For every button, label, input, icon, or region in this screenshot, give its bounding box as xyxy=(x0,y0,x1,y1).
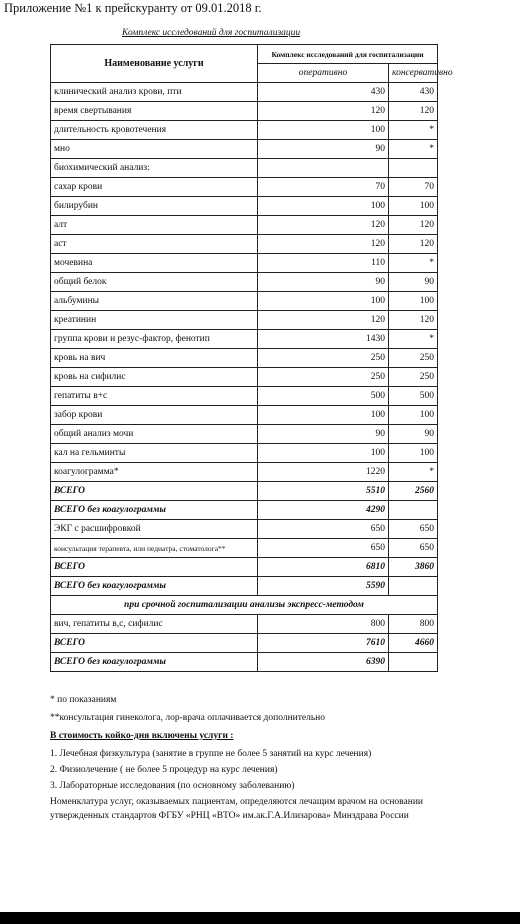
footnote-by-indication: * по показаниям xyxy=(50,695,117,705)
service-name: клинический анализ крови, пти xyxy=(51,83,258,102)
service-name: гепатиты в+с xyxy=(51,387,258,406)
total-label: ВСЕГО xyxy=(51,482,258,501)
footnote-consultation: **консультация гинеколога, лор-врача оплачивается дополнительно xyxy=(50,713,326,723)
price-operative: 800 xyxy=(258,615,389,634)
price-operative: 430 xyxy=(258,83,389,102)
price-conservative: 650 xyxy=(389,539,438,558)
service-name: мно xyxy=(51,140,258,159)
price-conservative: * xyxy=(389,254,438,273)
service-name: забор крови xyxy=(51,406,258,425)
price-conservative: 120 xyxy=(389,216,438,235)
table-row xyxy=(51,197,438,216)
service-name: длительность кровотечения xyxy=(51,121,258,140)
table-row xyxy=(51,311,438,330)
price-operative: 1430 xyxy=(258,330,389,349)
scan-bottom-edge xyxy=(0,912,520,924)
total-row xyxy=(51,501,438,520)
service-name: аст xyxy=(51,235,258,254)
price-conservative: * xyxy=(389,330,438,349)
total-operative: 7610 xyxy=(258,634,389,653)
price-operative: 120 xyxy=(258,235,389,254)
price-conservative: 100 xyxy=(389,197,438,216)
column-header-conservative: консервативно xyxy=(389,64,438,83)
table-row xyxy=(51,216,438,235)
price-operative: 650 xyxy=(258,539,389,558)
service-name: сахар крови xyxy=(51,178,258,197)
service-name: консультация терапевта, или педиатра, стоматолога** xyxy=(51,539,258,558)
included-services-title: В стоимость койко-дня включены услуги : xyxy=(50,731,234,741)
price-conservative: 70 xyxy=(389,178,438,197)
price-operative: 90 xyxy=(258,140,389,159)
total-label: ВСЕГО xyxy=(51,634,258,653)
table-row xyxy=(51,330,438,349)
service-name: общий анализ мочи xyxy=(51,425,258,444)
total-row xyxy=(51,558,438,577)
total-operative: 5510 xyxy=(258,482,389,501)
total-operative: 5590 xyxy=(258,577,389,596)
total-conservative: 3860 xyxy=(389,558,438,577)
price-conservative: 100 xyxy=(389,406,438,425)
price-conservative: 120 xyxy=(389,235,438,254)
service-name: креатинин xyxy=(51,311,258,330)
included-service-item: 3. Лабораторные исследования (по основному заболеванию) xyxy=(50,781,295,791)
table-row xyxy=(51,444,438,463)
total-row xyxy=(51,577,438,596)
price-conservative: 120 xyxy=(389,102,438,121)
total-row xyxy=(51,634,438,653)
price-operative: 100 xyxy=(258,121,389,140)
service-name: билирубин xyxy=(51,197,258,216)
price-operative: 250 xyxy=(258,368,389,387)
document-header: Приложение №1 к прейскуранту от 09.01.2018 г. xyxy=(4,1,262,15)
price-operative: 1220 xyxy=(258,463,389,482)
price-conservative: 100 xyxy=(389,292,438,311)
service-name: вич, гепатиты в,с, сифилис xyxy=(51,615,258,634)
price-conservative: * xyxy=(389,463,438,482)
price-operative: 500 xyxy=(258,387,389,406)
price-operative: 120 xyxy=(258,102,389,121)
price-conservative xyxy=(389,159,438,178)
price-conservative: 800 xyxy=(389,615,438,634)
service-name: альбумины xyxy=(51,292,258,311)
total-conservative xyxy=(389,577,438,596)
price-operative: 90 xyxy=(258,273,389,292)
total-row xyxy=(51,482,438,501)
price-conservative: * xyxy=(389,140,438,159)
total-conservative xyxy=(389,653,438,672)
table-row xyxy=(51,463,438,482)
table-row xyxy=(51,406,438,425)
service-name: мочевина xyxy=(51,254,258,273)
table-row xyxy=(51,121,438,140)
service-name: ЭКГ с расшифровкой xyxy=(51,520,258,539)
total-label: ВСЕГО без коагулограммы xyxy=(51,577,258,596)
total-conservative: 4660 xyxy=(389,634,438,653)
table-row xyxy=(51,615,438,634)
price-operative: 100 xyxy=(258,406,389,425)
total-row xyxy=(51,653,438,672)
service-name: группа крови и резус-фактор, фенотип xyxy=(51,330,258,349)
table-row xyxy=(51,159,438,178)
price-operative: 120 xyxy=(258,311,389,330)
price-conservative: 250 xyxy=(389,349,438,368)
table-row xyxy=(51,368,438,387)
column-header-operative: оперативно xyxy=(258,64,389,83)
section-heading: при срочной госпитализации анализы экспресс-методом xyxy=(51,596,438,615)
table-row xyxy=(51,254,438,273)
service-name: кровь на сифилис xyxy=(51,368,258,387)
service-name: коагулограмма* xyxy=(51,463,258,482)
table-row xyxy=(51,520,438,539)
total-operative: 6810 xyxy=(258,558,389,577)
price-conservative: * xyxy=(389,121,438,140)
column-header-complex: Комплекс исследований для госпитализации xyxy=(258,45,438,64)
service-name: общий белок xyxy=(51,273,258,292)
price-operative: 650 xyxy=(258,520,389,539)
service-name: биохимический анализ: xyxy=(51,159,258,178)
service-name: кал на гельминты xyxy=(51,444,258,463)
table-subtitle: Комплекс исследований для госпитализации xyxy=(122,28,301,38)
price-operative: 100 xyxy=(258,292,389,311)
table-row xyxy=(51,235,438,254)
price-operative: 120 xyxy=(258,216,389,235)
price-table xyxy=(50,44,453,672)
table-row xyxy=(51,425,438,444)
service-name: время свертывания xyxy=(51,102,258,121)
table-row xyxy=(51,178,438,197)
included-service-item: 2. Физиолечение ( не более 5 процедур на курс лечения) xyxy=(50,765,278,775)
table-row xyxy=(51,539,438,558)
included-service-item: 1. Лечебная физкультура (занятие в группе не более 5 занятий на курс лечения) xyxy=(50,749,372,759)
column-header-service: Наименование услуги xyxy=(51,45,258,83)
total-label: ВСЕГО без коагулограммы xyxy=(51,501,258,520)
notes-section xyxy=(50,693,470,823)
price-operative: 100 xyxy=(258,444,389,463)
price-conservative: 500 xyxy=(389,387,438,406)
total-label: ВСЕГО xyxy=(51,558,258,577)
price-operative: 250 xyxy=(258,349,389,368)
price-conservative: 120 xyxy=(389,311,438,330)
total-operative: 6390 xyxy=(258,653,389,672)
table-row xyxy=(51,273,438,292)
total-label: ВСЕГО без коагулограммы xyxy=(51,653,258,672)
table-row xyxy=(51,292,438,311)
price-operative xyxy=(258,159,389,178)
price-conservative: 250 xyxy=(389,368,438,387)
price-conservative: 650 xyxy=(389,520,438,539)
service-name: алт xyxy=(51,216,258,235)
total-conservative xyxy=(389,501,438,520)
price-conservative: 90 xyxy=(389,425,438,444)
price-operative: 100 xyxy=(258,197,389,216)
nomenclature-note: Номенклатура услуг, оказываемых пациентам, определяются лечащим врачом на основании утвержденных стандартов ФГБУ «РНЦ «ВТО» им.ак.Г.А.Илизарова» Минздрава России xyxy=(50,797,424,821)
price-operative: 90 xyxy=(258,425,389,444)
table-row xyxy=(51,102,438,121)
price-operative: 70 xyxy=(258,178,389,197)
total-operative: 4290 xyxy=(258,501,389,520)
table-row xyxy=(51,83,438,102)
price-conservative: 100 xyxy=(389,444,438,463)
price-conservative: 430 xyxy=(389,83,438,102)
section-row xyxy=(51,596,438,615)
table-row xyxy=(51,349,438,368)
price-operative: 110 xyxy=(258,254,389,273)
table-row xyxy=(51,140,438,159)
table-row xyxy=(51,387,438,406)
price-conservative: 90 xyxy=(389,273,438,292)
total-conservative: 2560 xyxy=(389,482,438,501)
service-name: кровь на вич xyxy=(51,349,258,368)
